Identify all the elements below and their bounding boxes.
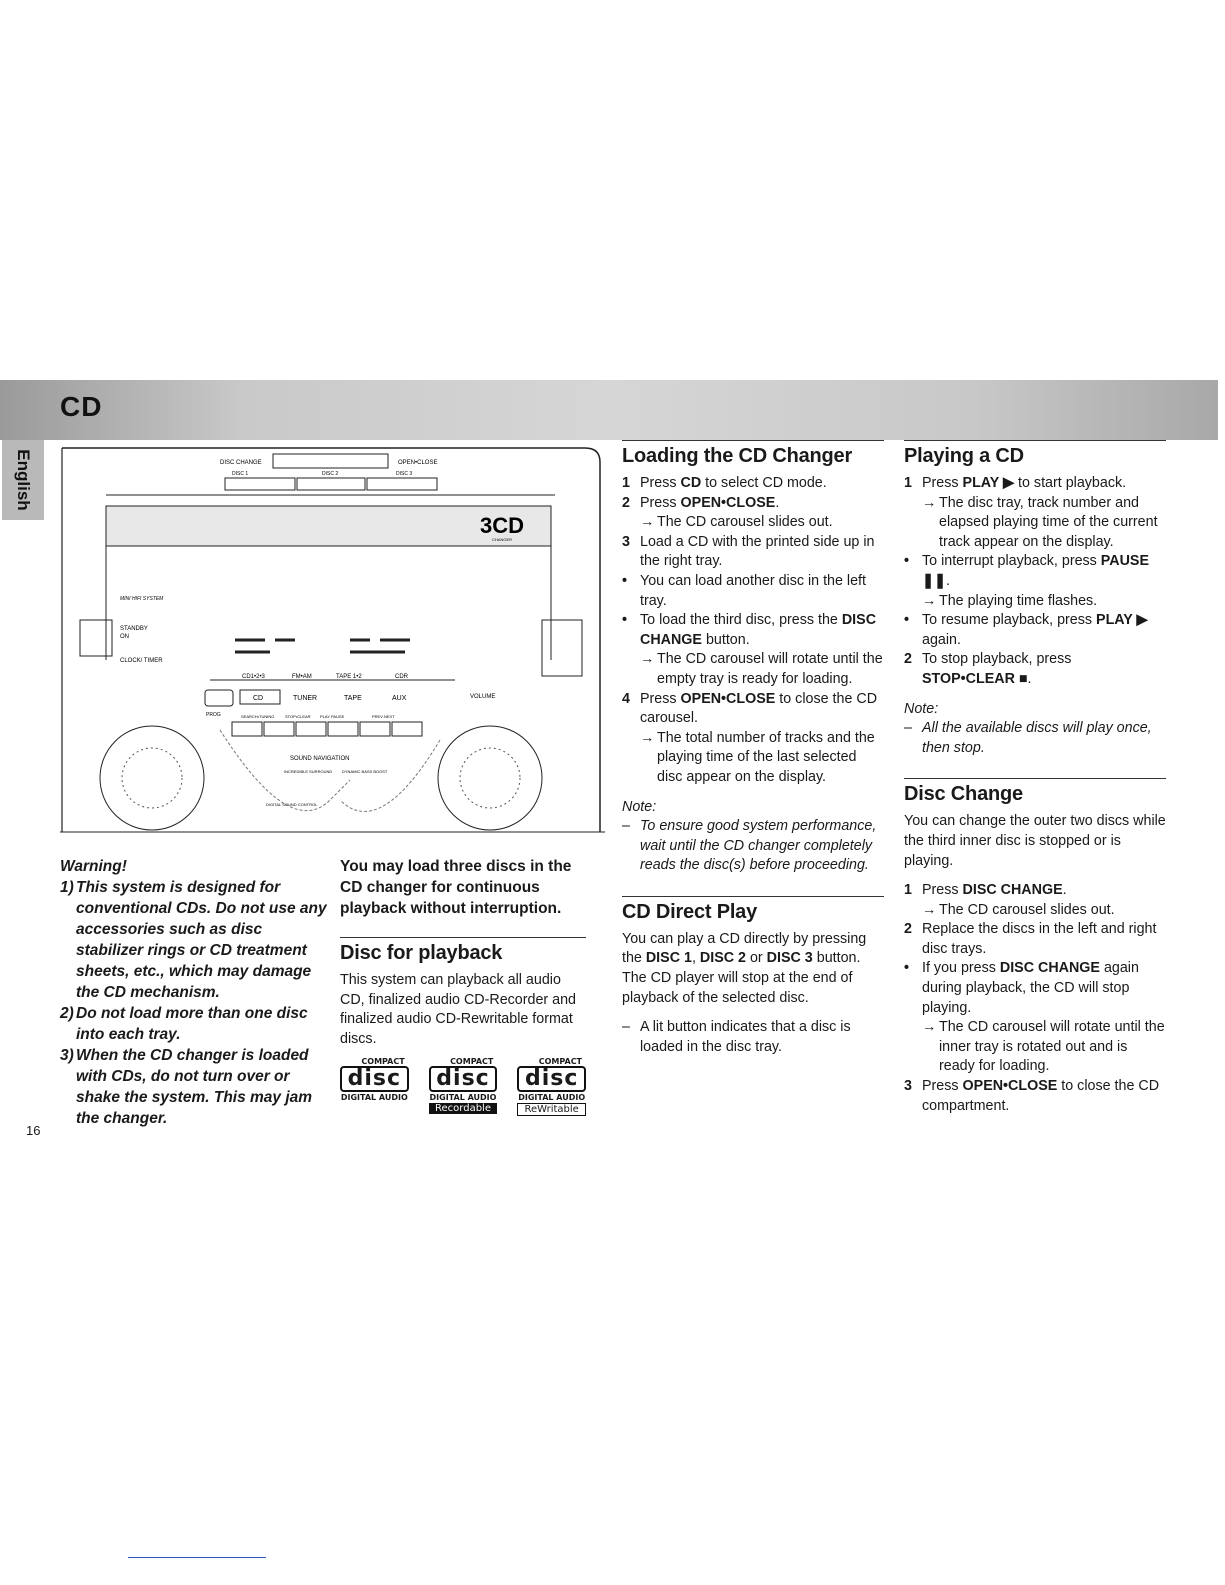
loading-step-3: 3 Load a CD with the printed side up in the right tray. [622,533,875,570]
disc-logos [340,1057,586,1116]
loading-heading: Loading the CD Changer [622,440,884,468]
playing-step-1: 1 Press PLAY ▶ to start playback. [904,475,1127,491]
disc-change-step-3: 3 Press OPEN•CLOSE to close the CD compartment. [904,1078,1160,1114]
illus-cd123: CD1•2•3 [242,674,265,680]
direct-play-body: You can play a CD directly by pressing the DISC 1, DISC 2 or DISC 3 button. The CD player will stop at the end of playback of the selected disc. [622,930,867,1006]
illus-open-close: OPEN•CLOSE [398,460,438,466]
warning-block [60,856,330,1129]
loading-step-4-result: → The total number of tracks and the playing time of the last selected disc appear on the display. [640,729,875,785]
direct-play-heading: CD Direct Play [622,896,884,924]
disc-info-block [340,856,586,1116]
disc-change-body: You can change the outer two discs while the third inner disc is stopped or is playing. [904,813,1166,869]
playing-bullet-pause: • To interrupt playback, press PAUSE ❚❚. [904,553,1149,589]
direct-play-dash-item: – A lit button indicates that a disc is loaded in the disc tray. [622,1019,851,1055]
illus-sound-navigation: SOUND NAVIGATION [290,756,350,762]
illus-play-pause: PLAY PAUSE [320,714,345,719]
cd-system-illustration [60,440,605,837]
illus-cdr: CDR [395,674,408,680]
disc-for-playback-body: This system can playback all audio CD, finalized audio CD-Recorder and finalized audio CD-Rewritable format discs. [340,972,577,1047]
illus-stop-clear: STOP•CLEAR [285,714,311,719]
loading-bullet-1: • You can load another disc in the left tray. [622,572,866,609]
loading-step-1: 1 Press CD to select CD mode. [622,475,827,491]
disc2-button[interactable] [297,478,365,490]
illus-disc-change: DISC CHANGE [220,460,262,466]
disc-change-step-2: 2 Replace the discs in the left and right disc trays. [904,921,1157,957]
illus-digital-sound: DIGITAL SOUND CONTROL [266,802,318,807]
illus-incredible-surround: INCREDIBLE SURROUND [284,769,333,774]
playing-step-1-result: → The disc tray, track number and elapsed playing time of the current track appear on the display. [922,494,1158,550]
illus-disc2: DISC 2 [322,471,339,477]
playing-block [904,440,1166,1116]
playing-bullet-pause-result: → The playing time flashes. [922,592,1098,609]
illus-prev-next: PREV NEXT [372,714,395,719]
illus-changer: CHANGER [492,537,513,542]
illus-tuner: TUNER [293,695,318,702]
disc-for-playback-heading: Disc for playback [340,937,586,965]
playing-heading: Playing a CD [904,440,1166,468]
intro-text: You may load three discs in the CD changer for continuous playback without interruption. [340,858,572,917]
illus-aux: AUX [392,695,407,702]
loading-step-2: 2 Press OPEN•CLOSE. [622,494,780,511]
illus-tape: TAPE [344,695,362,702]
disc-change-step-1: 1 Press DISC CHANGE. [904,882,1067,899]
disc1-button[interactable] [225,478,295,490]
warning-item: 3) When the CD changer is loaded with CDs, do not turn over or shake the system. This may jam the changer. [60,1047,313,1127]
playing-note-text: – All the available discs will play once, then stop. [904,720,1152,756]
warning-item: 1) This system is designed for conventional CDs. Do not use any accessories such as disc stabilizer rings or CD treatment sheets, etc., which may damage the CD mechanism. [60,879,327,1001]
standby-button[interactable] [80,620,112,656]
illus-disc1: DISC 1 [232,471,249,477]
illus-tape12: TAPE 1•2 [336,674,362,680]
disc3-button[interactable] [367,478,437,490]
compact-disc-logo: COMPACT disc DIGITAL AUDIO [340,1057,408,1103]
illus-cd: CD [253,695,264,702]
loading-step-2-result: → The CD carousel slides out. [640,514,833,531]
illus-search-tuning: SEARCH•TUNING [241,714,275,719]
disc-change-bullet: • If you press DISC CHANGE again during playback, the CD will stop playing. [904,960,1139,1016]
warning-item: 2) Do not load more than one disc into each tray. [60,1005,308,1043]
loading-block [622,440,884,1057]
section-header-band [0,380,1218,440]
illus-clock-timer: CLOCK/ TIMER [120,658,163,664]
illus-prog: PROG [206,712,221,718]
footer-link-line [128,1557,266,1558]
illus-on: ON [120,634,129,640]
language-tab [2,440,44,520]
loading-bullet-2: • To load the third disc, press the DISC CHANGE button. [622,612,877,648]
illus-brand: 3CD [480,513,525,538]
loading-bullet-2-result: → The CD carousel will rotate until the empty tray is ready for loading. [640,651,883,687]
illus-standby: STANDBY [120,626,148,632]
illus-system: MINI HIFI SYSTEM [120,596,164,602]
cd-rewritable-logo: COMPACT disc DIGITAL AUDIO ReWritable [518,1057,586,1116]
illus-disc3: DISC 3 [396,471,413,477]
loading-note-text: – To ensure good system performance, wait until the CD changer completely reads the disc(s) before proceeding. [622,818,877,874]
playing-step-2: 2 To stop playback, press STOP•CLEAR ■. [904,651,1072,687]
cd-recordable-logo: COMPACT disc DIGITAL AUDIO Recordable [429,1057,497,1115]
illus-fm-am: FM•AM [292,674,312,680]
playing-note-label: Note: [904,700,939,717]
playing-bullet-resume: • To resume playback, press PLAY ▶ again. [904,612,1148,648]
language-label: English [14,449,33,511]
disc-change-heading: Disc Change [904,778,1166,806]
loading-note-label: Note: [622,798,657,815]
section-title: CD [60,391,103,422]
disc-change-step-1-result: → The CD carousel slides out. [922,901,1115,918]
illus-volume: VOLUME [470,694,496,700]
warning-title: Warning! [60,858,127,875]
page-number: 16 [26,1123,41,1138]
loading-step-4: 4 Press OPEN•CLOSE to close the CD carousel. [622,690,878,727]
disc-change-bullet-result: → The CD carousel will rotate until the inner tray is rotated out and is ready for loading. [922,1019,1165,1075]
illus-dynamic-bass: DYNAMIC BASS BOOST [342,769,388,774]
